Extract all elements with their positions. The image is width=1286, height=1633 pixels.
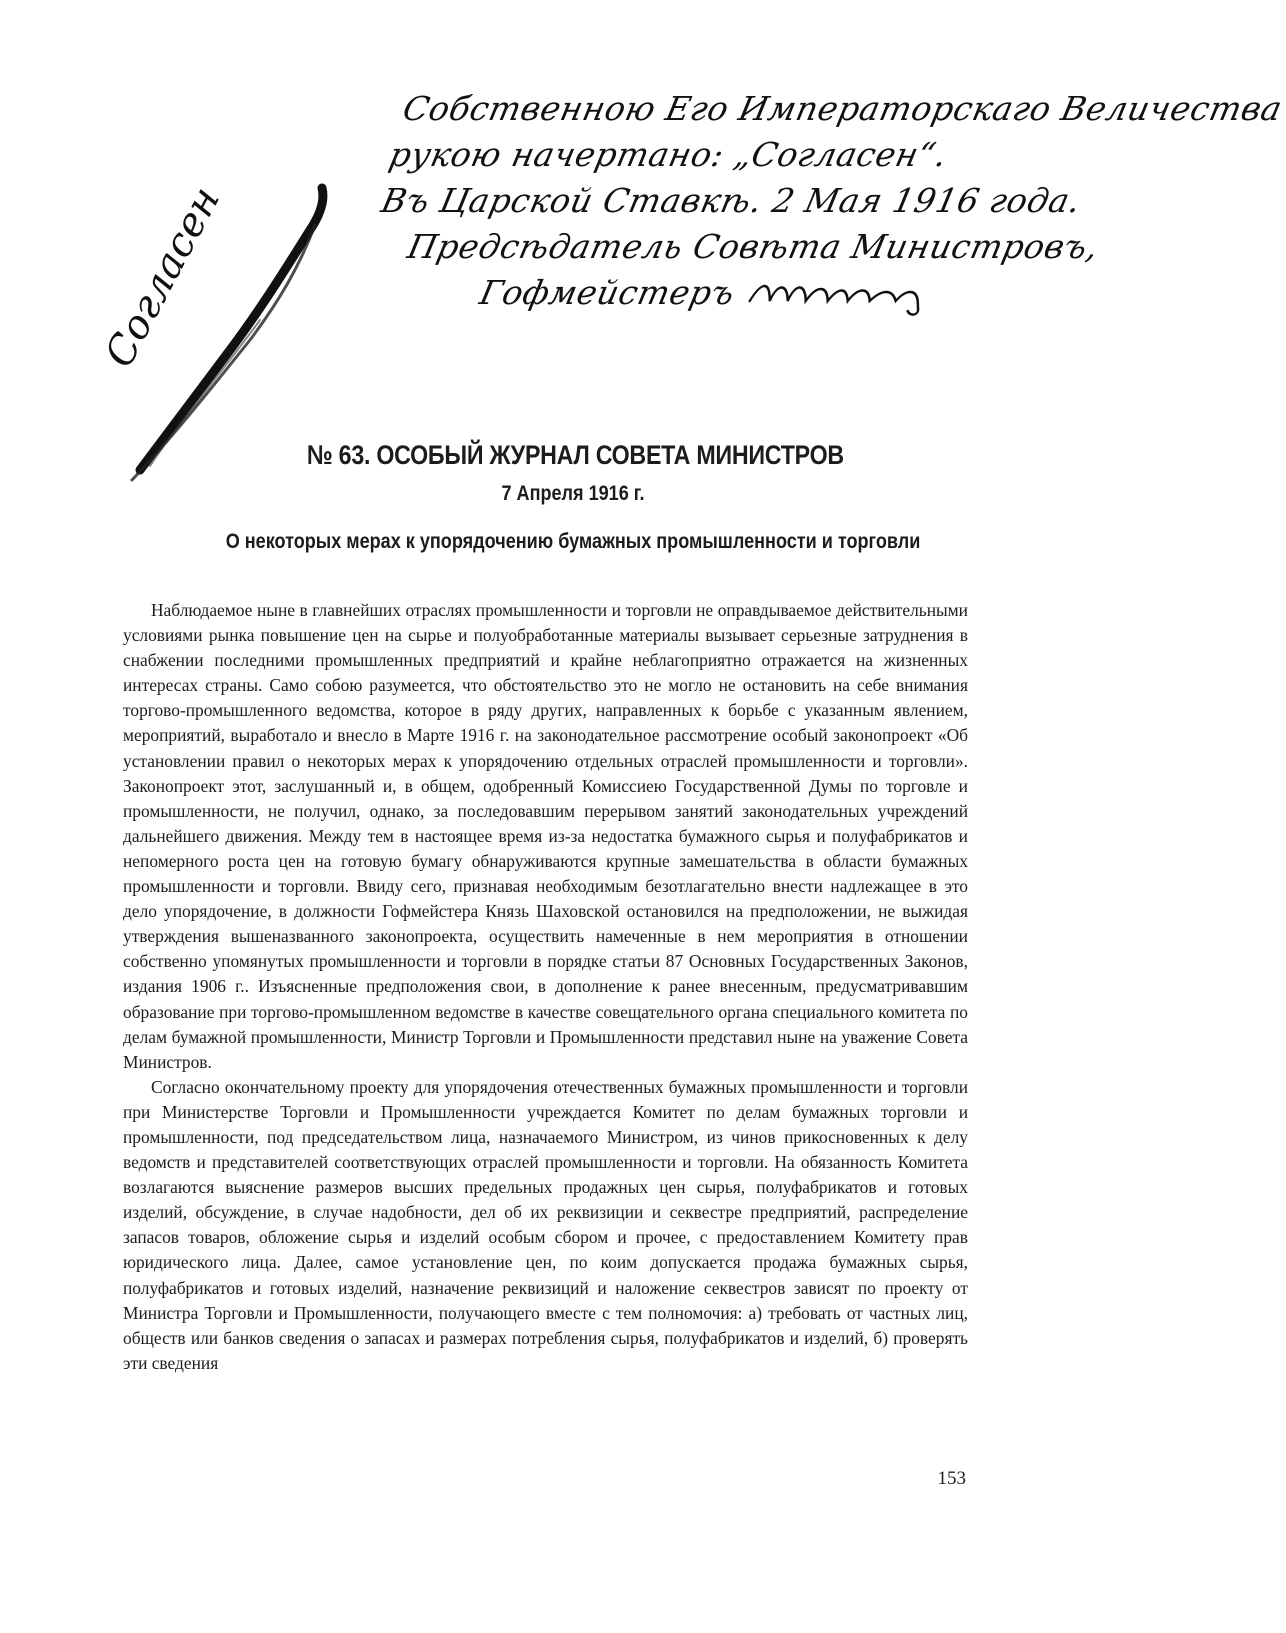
document-date: 7 Апреля 1916 г. [501, 482, 645, 505]
document-title: № 63. ОСОБЫЙ ЖУРНАЛ СОВЕТА МИНИСТРОВ [306, 440, 844, 470]
resolution-line: Въ Царской Ставкѣ. 2 Мая 1916 года. [377, 181, 1085, 220]
resolution-line: Предсѣдатель Совѣта Министровъ, [404, 227, 1103, 266]
body-text [123, 598, 968, 1376]
resolution-signature-title: Гофмейстеръ [476, 273, 739, 312]
imperial-note-text: Согласен [96, 179, 230, 375]
handwritten-resolution [356, 86, 1286, 316]
paragraph: Наблюдаемое ныне в главнейших отраслях промышленности и торговли не оправдываемое действительными условиями рынка повышение цен на сырье и полуобработанные материалы вызывает серьезные затруднения в снабжении последними промышленных предприятий и крайне неблагоприятно отражается на жизненных интересах страны. Само собою разумеется, что обстоятельство это не могло не остановить на себе внимания торгово-промышленного ведомства, которое в ряду других, направленных к борьбе с указанным явлением, мероприятий, выработало и внесло в Марте 1916 г. на законодательное рассмотрение особый законопроект «Об установлении правил о некоторых мерах к упорядочению отдельных отраслей промышленности и торговли». Законопроект этот, заслушанный и, в общем, одобренный Комиссиею Государственной Думы по торговле и промышленности, не получил, однако, за последовавшим перерывом занятий законодательных учреждений дальнейшего движения. Между тем в настоящее время из-за недостатка бумажного сырья и полуфабрикатов и непомерного роста цен на готовую бумагу обнаруживаются крупные замешательства в области бумажных промышленности и торговли. Ввиду сего, признавая необходимым безотлагательно внести надлежащее в это дело упорядочение, в должности Гофмейстера Князь Шаховской остановился на предположении, не выжидая утверждения вышеназванного законопроекта, осуществить намеченные в нем мероприятия в отношении собственно упомянутых промышленности и торговли в порядке статьи 87 Основных Государственных Законов, издания 1906 г.. Изъясненные предположения свои, в дополнение к ранее внесенным, предусматривавшим образование при торгово-промышленном ведомстве в качестве совещательного органа специального комитета по делам бумажной промышленности, Министр Торговли и Промышленности представил ныне на уважение Совета Министров. [123, 600, 968, 1072]
resolution-line [476, 270, 966, 316]
resolution-line: Собственною Его Императорскаго Величества [399, 89, 1286, 128]
handwritten-signature [740, 275, 939, 315]
document-subject: О некоторых мерах к упорядочению бумажных промышленности и торговли [225, 530, 921, 553]
resolution-line: рукою начертано: „Согласен“. [385, 135, 951, 174]
page-number: 153 [937, 1468, 966, 1489]
paragraph: Согласно окончательному проекту для упорядочения отечественных бумажных промышленности и торговли при Министерстве Торговли и Промышленности учреждается Комитет по делам бумажных торговли и промышленности, под председательством лица, назначаемого Министром, из чинов прикосновенных к делу ведомств и представителей соответствующих отраслей промышленности и торговли. На обязанность Комитета возлагаются выяснение размеров высших предельных продажных цен сырья, полуфабрикатов и готовых изделий, обсуждение, в случае надобности, дел об их реквизиции и секвестре предприятий, распределение запасов товаров, обложение сырья и изделий особым сбором и прочее, с предоставлением Комитету прав юридического лица. Далее, самое установление цен, по коим допускается продажа бумажных сырья, полуфабрикатов и готовых изделий, назначение реквизиций и наложение секвестров зависят по проекту от Министра Торговли и Промышленности, получающего вместе с тем полномочия: а) требовать от частных лиц, обществ или банков сведения о запасах и размерах потребления сырья, полуфабрикатов и изделий, б) проверять эти сведения [123, 1076, 968, 1373]
